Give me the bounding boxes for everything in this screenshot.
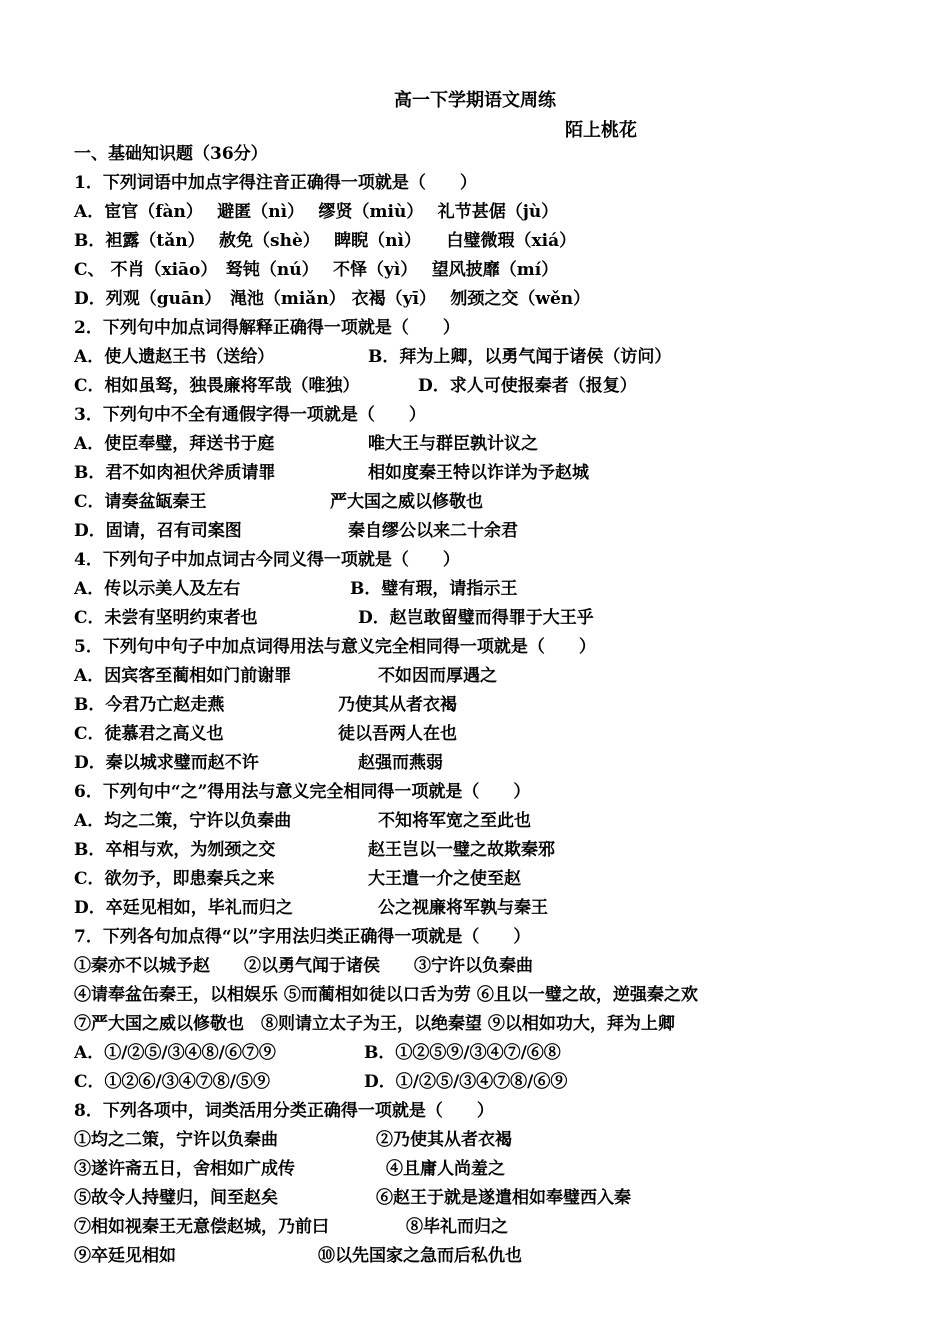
- line-text: 1．下列词语中加点字得注音正确得一项就是（ ）: [74, 173, 477, 193]
- line-text: C．①②⑥/③④⑦⑧/⑤⑨: [74, 1072, 270, 1092]
- line-text-second: 公之视廉将军孰与秦王: [378, 898, 548, 918]
- line-text: C、 不肖（xiāo） 驽钝（nú） 不怿（yì） 望风披靡（mí）: [74, 260, 559, 280]
- text-line: [74, 488, 894, 517]
- line-text-second: D．①/②⑤/③④⑦⑧/⑥⑨: [364, 1072, 568, 1092]
- text-line: [74, 952, 894, 981]
- line-text: ⑦严大国之威以修敬也 ⑧则请立太子为王，以绝秦望 ⑨以相如功大，拜为上卿: [74, 1014, 675, 1034]
- page-title: 高一下学期语文周练: [394, 90, 556, 111]
- line-text: C．相如虽驽，独畏廉将军哉（唯独）: [74, 376, 360, 396]
- line-text-second: ⑩以先国家之急而后私仇也: [318, 1246, 522, 1266]
- text-line: [74, 778, 894, 807]
- line-text: 8．下列各项中，词类活用分类正确得一项就是（ ）: [74, 1101, 494, 1121]
- line-text-second: 不如因而厚遇之: [378, 666, 497, 686]
- line-text: 4．下列句子中加点词古今同义得一项就是（ ）: [74, 550, 460, 570]
- text-line: [74, 1097, 894, 1126]
- line-text-second: ⑥赵王于就是遂遣相如奉璧西入秦: [376, 1188, 631, 1208]
- question-list: [74, 140, 894, 1271]
- text-line: [74, 546, 894, 575]
- line-text: B．卒相与欢，为刎颈之交: [74, 840, 276, 860]
- line-text: D．列观（guān） 渑池（miǎn） 衣褐（yī） 刎颈之交（wěn）: [74, 289, 591, 309]
- text-line: [74, 1039, 894, 1068]
- line-text: C．徒慕君之高义也: [74, 724, 224, 744]
- line-text: ⑨卒廷见相如: [74, 1246, 176, 1266]
- line-text-second: 大王遣一介之使至赵: [368, 869, 521, 889]
- text-line: [74, 1155, 894, 1184]
- line-text: D．卒廷见相如，毕礼而归之: [74, 898, 293, 918]
- line-text-second: 唯大王与群臣孰计议之: [368, 434, 538, 454]
- line-text: B．今君乃亡赵走燕: [74, 695, 225, 715]
- text-line: [74, 401, 894, 430]
- line-text: ④请奉盆缶秦王，以相娱乐 ⑤而蔺相如徒以口舌为劳 ⑥且以一璧之故，逆强秦之欢: [74, 985, 698, 1005]
- line-text: D．秦以城求璧而赵不许: [74, 753, 259, 773]
- text-line: [74, 343, 894, 372]
- line-text: A．使人遗赵王书（送给）: [74, 347, 275, 367]
- text-line: [74, 198, 894, 227]
- text-line: [74, 314, 894, 343]
- text-line: [74, 169, 894, 198]
- text-line: [74, 430, 894, 459]
- line-text: 3．下列句中不全有通假字得一项就是（ ）: [74, 405, 426, 425]
- text-line: [74, 981, 894, 1010]
- text-line: [74, 894, 894, 923]
- line-text: 2．下列句中加点词得解释正确得一项就是（ ）: [74, 318, 460, 338]
- text-line: [74, 1068, 894, 1097]
- text-line: [74, 1010, 894, 1039]
- text-line: [74, 691, 894, 720]
- line-text: C．欲勿予，即患秦兵之来: [74, 869, 275, 889]
- text-line: [74, 1126, 894, 1155]
- line-text: B．君不如肉袒伏斧质请罪: [74, 463, 276, 483]
- text-line: [74, 836, 894, 865]
- text-line: [74, 633, 894, 662]
- line-text-second: 赵王岂以一璧之故欺秦邪: [368, 840, 555, 860]
- line-text: B．袒露（tǎn） 赦免（shè） 睥睨（nì） 白璧微瑕（xiá）: [74, 231, 577, 251]
- text-line: [74, 372, 894, 401]
- line-text-second: B．璧有瑕，请指示王: [350, 579, 518, 599]
- line-text-second: D．赵岂敢留璧而得罪于大王乎: [358, 608, 594, 628]
- text-line: [74, 459, 894, 488]
- line-text: A．宦官（fàn） 避匿（nì） 缪贤（miù） 礼节甚倨（jù）: [74, 202, 559, 222]
- line-text-second: ⑧毕礼而归之: [406, 1217, 508, 1237]
- text-line: [74, 662, 894, 691]
- text-line: [74, 1184, 894, 1213]
- line-text: 7．下列各句加点得“以”字用法归类正确得一项就是（ ）: [74, 927, 531, 947]
- line-text: 5．下列句中句子中加点词得用法与意义完全相同得一项就是（ ）: [74, 637, 596, 657]
- line-text: ⑤故令人持璧归，间至赵矣: [74, 1188, 278, 1208]
- text-line: [74, 1213, 894, 1242]
- line-text: 一、基础知识题（36分）: [74, 144, 268, 164]
- text-line: [74, 227, 894, 256]
- line-text-second: 严大国之威以修敬也: [330, 492, 483, 512]
- line-text-second: ②乃使其从者衣褐: [376, 1130, 512, 1150]
- author: 陌上桃花: [565, 120, 637, 141]
- line-text: A．传以示美人及左右: [74, 579, 241, 599]
- line-text-second: 徒以吾两人在也: [338, 724, 457, 744]
- line-text-second: 乃使其从者衣褐: [338, 695, 457, 715]
- text-line: [74, 256, 894, 285]
- line-text: C．请奏盆缻秦王: [74, 492, 207, 512]
- line-text-second: B．拜为上卿，以勇气闻于诸侯（访问）: [368, 347, 672, 367]
- text-line: [74, 749, 894, 778]
- line-text-second: D．求人可使报秦者（报复）: [418, 376, 637, 396]
- line-text: A．均之二策，宁许以负秦曲: [74, 811, 292, 831]
- line-text: ①均之二策，宁许以负秦曲: [74, 1130, 278, 1150]
- line-text: ⑦相如视秦王无意偿赵城，乃前曰: [74, 1217, 329, 1237]
- line-text-second: ④且庸人尚羞之: [386, 1159, 505, 1179]
- line-text: C．未尝有坚明约束者也: [74, 608, 258, 628]
- text-line: [74, 575, 894, 604]
- text-line: [74, 807, 894, 836]
- line-text-second: B．①②⑤⑨/③④⑦/⑥⑧: [364, 1043, 561, 1063]
- line-text: D．固请，召有司案图: [74, 521, 242, 541]
- line-text-second: 秦自缪公以来二十余君: [348, 521, 518, 541]
- line-text: A．使臣奉璧，拜送书于庭: [74, 434, 275, 454]
- line-text: ①秦亦不以城予赵 ②以勇气闻于诸侯 ③宁许以负秦曲: [74, 956, 533, 976]
- text-line: [74, 865, 894, 894]
- text-line: [74, 285, 894, 314]
- text-line: [74, 923, 894, 952]
- line-text-second: 赵强而燕弱: [358, 753, 443, 773]
- text-line: [74, 1242, 894, 1271]
- line-text: A．①/②⑤/③④⑧/⑥⑦⑨: [74, 1043, 276, 1063]
- line-text-second: 不知将军宽之至此也: [378, 811, 531, 831]
- text-line: [74, 140, 894, 169]
- line-text: A．因宾客至蔺相如门前谢罪: [74, 666, 292, 686]
- line-text: 6．下列句中“之”得用法与意义完全相同得一项就是（ ）: [74, 782, 531, 802]
- line-text-second: 相如度秦王特以诈详为予赵城: [368, 463, 589, 483]
- line-text: ③遂许斋五日，舍相如广成传: [74, 1159, 295, 1179]
- text-line: [74, 720, 894, 749]
- text-line: [74, 604, 894, 633]
- text-line: [74, 517, 894, 546]
